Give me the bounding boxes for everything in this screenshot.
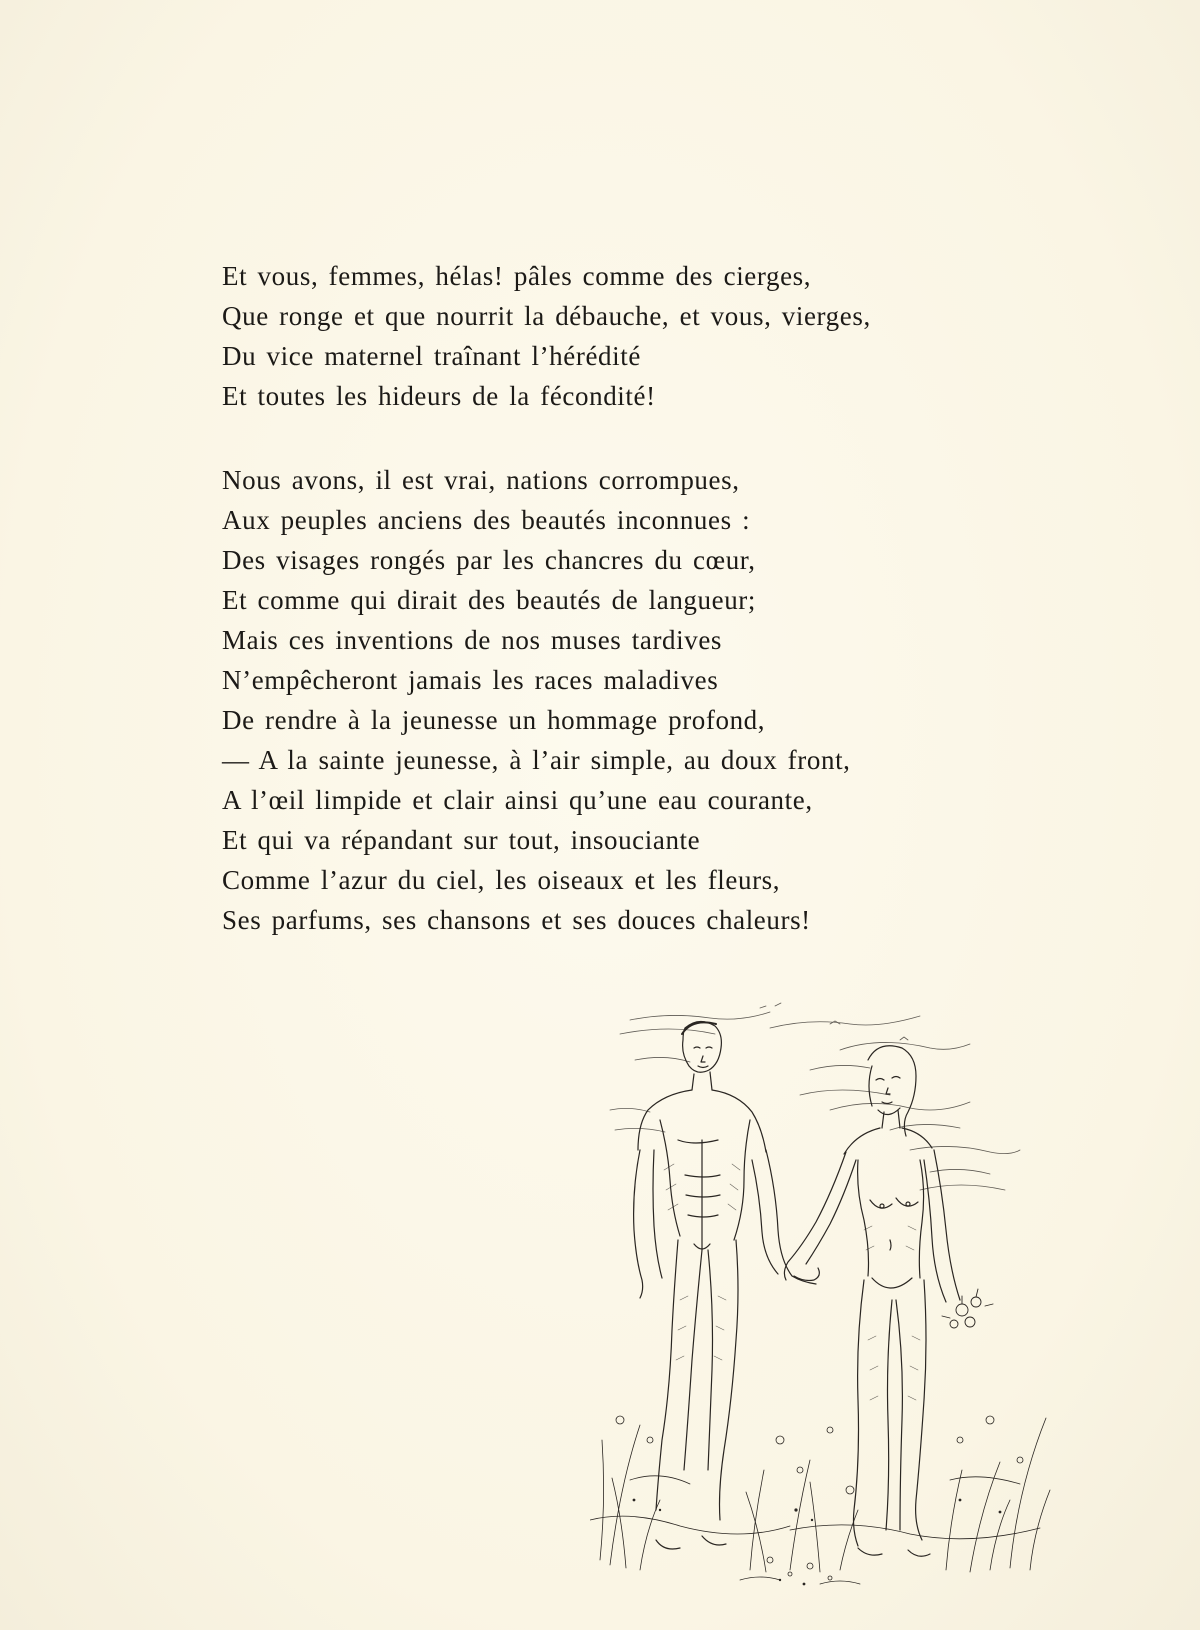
- verse-line: N’empêcheront jamais les races maladives: [222, 665, 719, 695]
- verse-line: Et toutes les hideurs de la fécondité!: [222, 381, 656, 411]
- verse-line: Nous avons, il est vrai, nations corrompues,: [222, 465, 740, 495]
- woman-figure: [784, 1046, 993, 1557]
- verse-line: Et vous, femmes, hélas! pâles comme des cierges,: [222, 261, 812, 291]
- verse-line: Aux peuples anciens des beautés inconnues :: [222, 505, 751, 535]
- stanza-1: [222, 256, 1022, 416]
- meadow-flowers: [616, 1416, 1023, 1584]
- verse-line: Et comme qui dirait des beautés de langueur;: [222, 585, 756, 615]
- etching-illustration: [590, 1000, 1060, 1590]
- nude-couple-etching-icon: [590, 1000, 1060, 1590]
- man-figure: [634, 1021, 820, 1549]
- verse-line: Que ronge et que nourrit la débauche, et vous, vierges,: [222, 301, 871, 331]
- meadow-grass: [590, 1418, 1050, 1572]
- verse-line: Du vice maternel traînant l’hérédité: [222, 341, 641, 371]
- verse-line: De rendre à la jeunesse un hommage profond,: [222, 705, 766, 735]
- verse-line: Ses parfums, ses chansons et ses douces chaleurs!: [222, 905, 811, 935]
- verse-line: Comme l’azur du ciel, les oiseaux et les fleurs,: [222, 865, 781, 895]
- poem-text: [222, 256, 1022, 984]
- verse-line: Et qui va répandant sur tout, insouciante: [222, 825, 701, 855]
- verse-line: — A la sainte jeunesse, à l’air simple, au doux front,: [222, 745, 851, 775]
- verse-line: A l’œil limpide et clair ainsi qu’une eau courante,: [222, 785, 813, 815]
- verse-line: Mais ces inventions de nos muses tardives: [222, 625, 723, 655]
- verse-line: Des visages rongés par les chancres du cœur,: [222, 545, 756, 575]
- sky-hatching: [610, 1003, 1020, 1190]
- stanza-2: [222, 460, 1022, 940]
